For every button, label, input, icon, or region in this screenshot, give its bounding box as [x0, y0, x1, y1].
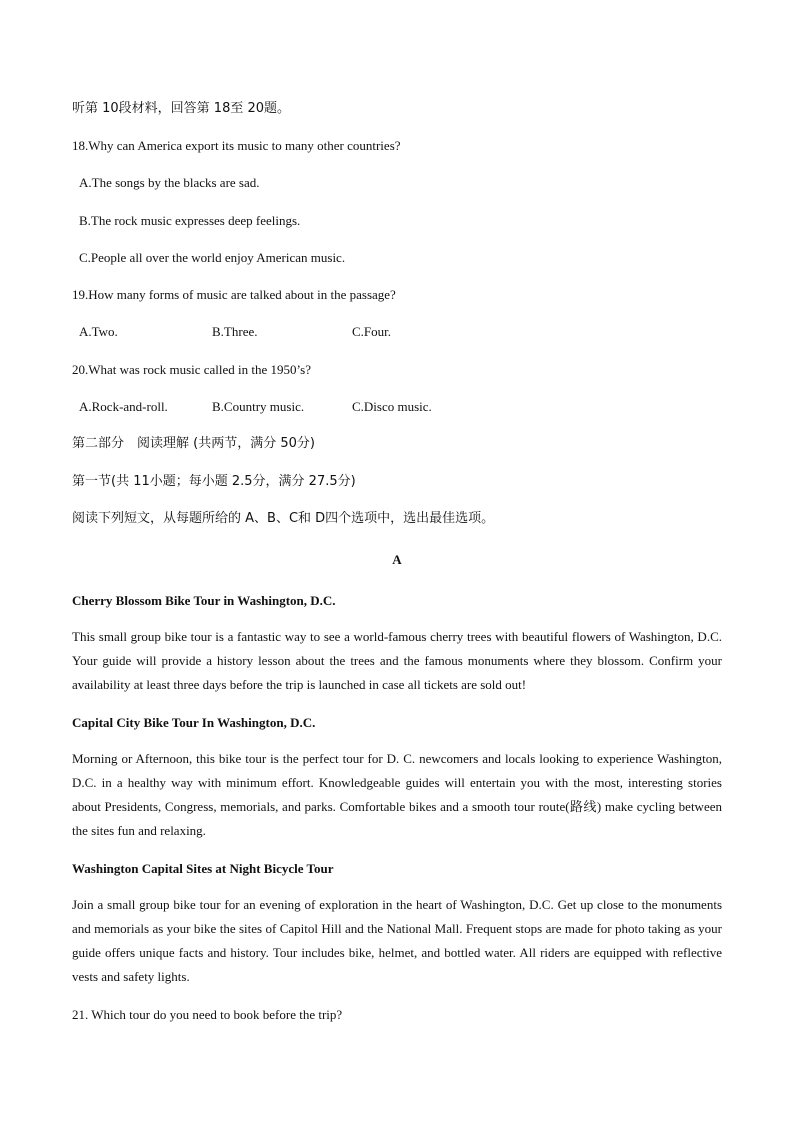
question-18-stem: 18.Why can America export its music to many other countries?: [72, 138, 401, 153]
part2-title: 第二部分 阅读理解 (共两节，满分 50分): [72, 436, 315, 451]
question-18-option-c: C.People all over the world enjoy American music.: [79, 250, 346, 265]
question-20-option-b: B.Country music.: [212, 399, 305, 414]
tour-2-title: Capital City Bike Tour In Washington, D.C.: [72, 715, 316, 730]
section-intro: 听第 10段材料，回答第 18至 20题。: [72, 101, 291, 116]
tour-3-body: Join a small group bike tour for an evening of exploration in the heart of Washington, D.C. Get up close to the monuments and memorials as your bike the sites of Capitol Hill and the National Mall. Frequent stops are made for photo taking as your guide offers unique facts and history. Tour includes bike, helmet, and bottled water. All riders are equipped with reflective vests and safety lights.: [72, 897, 722, 984]
tour-2-body: Morning or Afternoon, this bike tour is the perfect tour for D. C. newcomers and locals looking to experience Washington, D.C. in a healthy way with minimum effort. Knowledgeable guides will entertain you with the most, interesting stories about Presidents, Congress, memorials, and parks. Comfortable bikes and a smooth tour route(路线) make cycling between the sites fun and relaxing.: [72, 751, 722, 838]
question-19-option-b: B.Three.: [212, 324, 258, 339]
tour-1-title: Cherry Blossom Bike Tour in Washington, D.C.: [72, 593, 336, 608]
question-19-stem: 19.How many forms of music are talked about in the passage?: [72, 287, 396, 302]
question-20-stem: 20.What was rock music called in the 1950’s?: [72, 362, 311, 377]
question-19-option-c: C.Four.: [352, 324, 392, 339]
tour-3-title: Washington Capital Sites at Night Bicycle Tour: [72, 861, 334, 876]
question-20-option-a: A.Rock-and-roll.: [79, 399, 168, 414]
question-21-stem: 21. Which tour do you need to book before the trip?: [72, 1007, 343, 1022]
question-18-option-a: A.The songs by the blacks are sad.: [79, 175, 260, 190]
section1-title: 第一节(共 11小题；每小题 2.5分，满分 27.5分): [72, 474, 356, 489]
passage-label: A: [392, 552, 402, 567]
reading-instructions: 阅读下列短文，从每题所给的 A、B、C和 D四个选项中，选出最佳选项。: [72, 511, 495, 526]
question-20-option-c: C.Disco music.: [352, 399, 432, 414]
tour-1-body: This small group bike tour is a fantastic way to see a world-famous cherry trees with beautiful flowers of Washington, D.C. Your guide will provide a history lesson about the trees and the famous monuments where they blossom. Confirm your availability at least three days before the trip is launched in case all tickets are sold out!: [72, 629, 722, 692]
question-18-option-b: B.The rock music expresses deep feelings.: [79, 213, 301, 228]
question-19-option-a: A.Two.: [79, 324, 118, 339]
